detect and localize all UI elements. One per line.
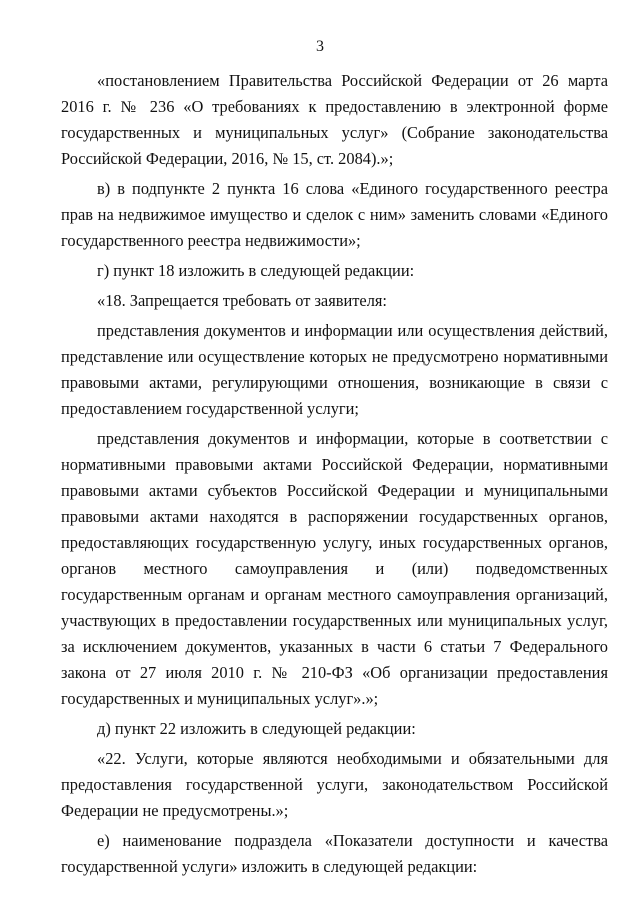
paragraph-requirement-documents: представления документов и информации, которые в соответствии с нормативными правовыми актами Российской Федерации, нормативными правовыми актами субъектов Российской Федерации и муниципальными правовыми актами находятся в распоряжении государственных органов, предоставляющих государственную услугу, иных государственных органов, органов местного самоуправления и (или) подведомственных государственным органам и органам местного самоуправления организаций, участвующих в предоставлении государственных или муниципальных услуг, за исключением документов, указанных в части 6 статьи 7 Федерального закона от 27 июля 2010 г. № 210-ФЗ «Об организации предоставления государственных и муниципальных услуг».»; [61,429,608,708]
paragraph-resolution-reference: «постановлением Правительства Российской Федерации от 26 марта 2016 г. № 236 «О требованиях к предоставлению в электронной форме государственных и муниципальных услуг» (Собрание законодательства Российской Федерации, 2016, № 15, ст. 2084).»; [61,71,608,168]
paragraph-item-g: г) пункт 18 изложить в следующей редакции: [97,261,415,280]
page-number: 3 [316,38,324,55]
paragraph-item-v: в) в подпункте 2 пункта 16 слова «Единого государственного реестра прав на недвижимое имущество и сделок с ним» заменить словами «Единого государственного реестра недвижимости»; [61,179,608,250]
paragraph-point-18: «18. Запрещается требовать от заявителя: [97,291,387,310]
paragraph-item-d: д) пункт 22 изложить в следующей редакции: [97,719,416,738]
paragraph-point-22: «22. Услуги, которые являются необходимыми и обязательными для предоставления государственной услуги, законодательством Российской Федерации не предусмотрены.»; [61,749,608,820]
paragraph-requirement-actions: представления документов и информации или осуществления действий, представление или осуществление которых не предусмотрено нормативными правовыми актами, регулирующими отношения, возникающие в связи с предоставлением государственной услуги; [61,321,608,418]
paragraph-item-e: е) наименование подраздела «Показатели доступности и качества государственной услуги» изложить в следующей редакции: [61,831,608,876]
document-body [61,68,608,880]
